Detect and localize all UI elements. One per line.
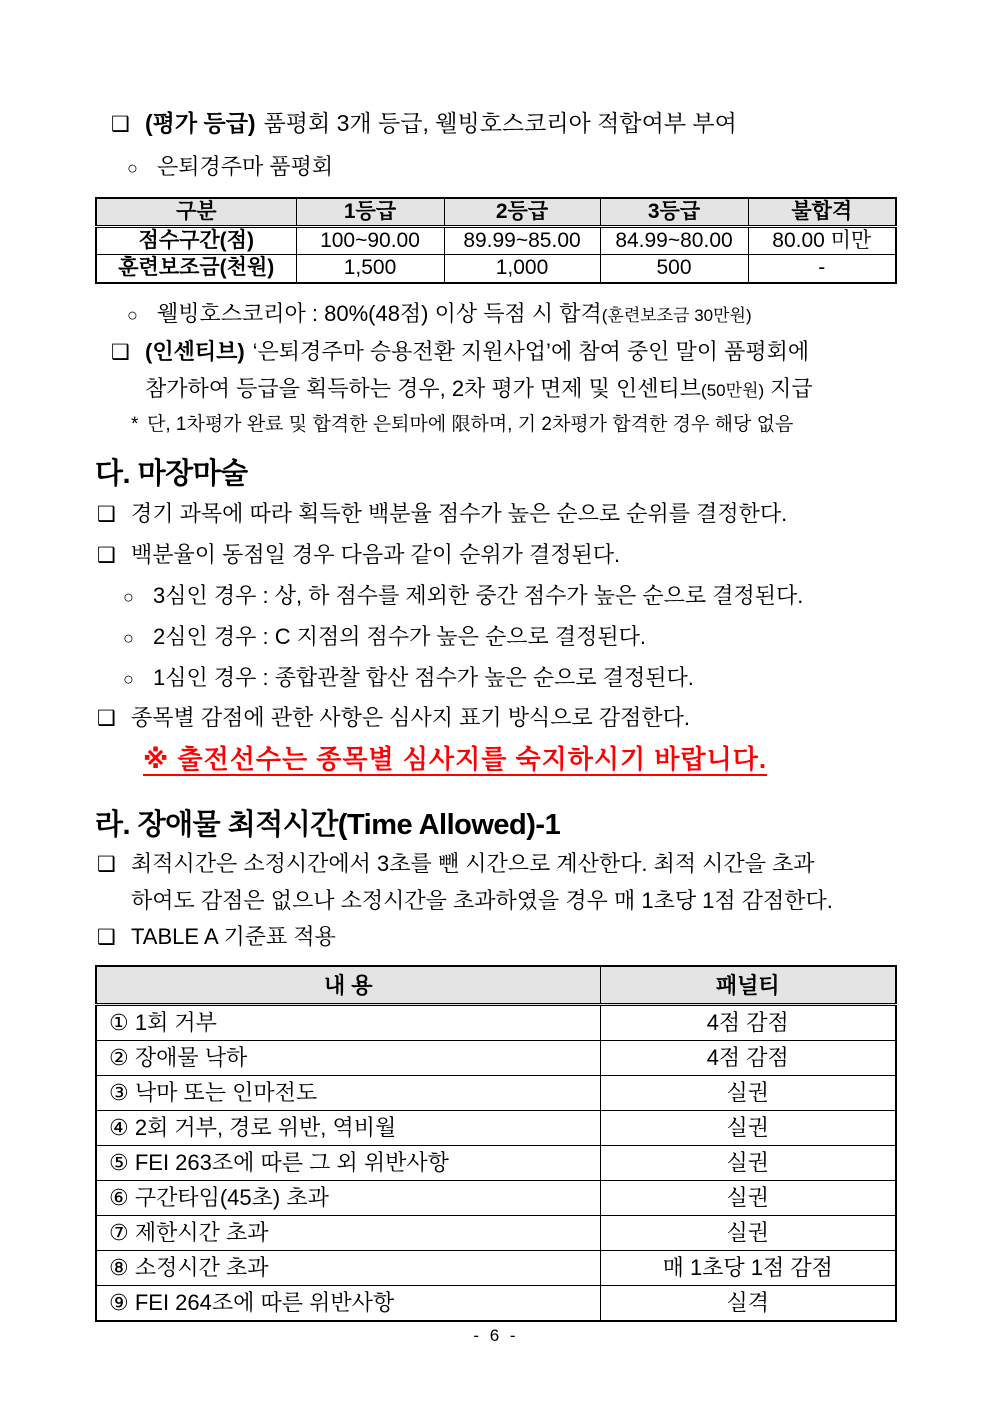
circle-bullet-icon: ○ <box>123 627 134 648</box>
grade-table-row-score <box>96 227 896 255</box>
dressage-bullet-2-text: 백분율이 동점일 경우 다음과 같이 순위가 결정된다. <box>131 541 621 567</box>
penalty-table-row <box>96 1005 896 1041</box>
penalty-table-row <box>96 1181 896 1216</box>
grade-table-cell: - <box>748 255 896 283</box>
dressage-bullet-1-text: 경기 과목에 따라 획득한 백분율 점수가 높은 순으로 순위를 결정한다. <box>131 500 788 526</box>
wellbeing-line <box>95 295 897 334</box>
grade-table-cell: 80.00 미만 <box>748 227 896 255</box>
dressage-bullet-3 <box>95 699 897 738</box>
dressage-case-1judge-text: 1심인 경우 : 종합관찰 합산 점수가 높은 순으로 결정된다. <box>153 664 694 690</box>
dressage-bullet-2 <box>95 535 897 576</box>
square-bullet-icon: ❑ <box>97 706 116 730</box>
penalty-table <box>95 965 897 1323</box>
grade-table-cell: 84.99~80.00 <box>600 227 748 255</box>
grade-table-row-label: 훈련보조금(천원) <box>96 255 296 283</box>
penalty-row-content: ① 1회 거부 <box>96 1005 600 1041</box>
circle-bullet-icon: ○ <box>127 304 138 325</box>
grade-table-row-label: 점수구간(점) <box>96 227 296 255</box>
grade-table <box>95 197 897 284</box>
square-bullet-icon: ❑ <box>97 925 116 949</box>
penalty-table-header-penalty: 패널티 <box>600 966 896 1005</box>
penalty-row-penalty: 실권 <box>600 1146 896 1181</box>
penalty-table-header-content: 내 용 <box>96 966 600 1005</box>
penalty-table-row <box>96 1251 896 1286</box>
grade-table-header-cell: 구분 <box>96 198 296 227</box>
dressage-case-2judges <box>95 617 897 658</box>
evaluation-subtitle-text: 은퇴경주마 품평회 <box>157 154 334 179</box>
grade-table-cell: 1,500 <box>296 255 444 283</box>
incentive-label: (인센티브) <box>145 338 245 364</box>
penalty-row-penalty: 실격 <box>600 1286 896 1322</box>
penalty-table-row <box>96 1041 896 1076</box>
grade-table-header-row <box>96 198 896 227</box>
obstacle-bullet-2 <box>95 919 897 956</box>
penalty-row-content: ⑧ 소정시간 초과 <box>96 1251 600 1286</box>
obstacle-bullet-1-text-1: 최적시간은 소정시간에서 3초를 뺀 시간으로 계산한다. 최적 시간을 초과 <box>131 850 815 876</box>
square-bullet-icon: ❑ <box>111 340 130 364</box>
incentive-line-2 <box>95 371 897 409</box>
evaluation-title-label: (평가 등급) <box>145 110 256 136</box>
obstacle-bullet-1-line-2 <box>95 883 897 919</box>
circle-bullet-icon: ○ <box>127 158 138 178</box>
penalty-row-penalty: 4점 감점 <box>600 1005 896 1041</box>
penalty-row-penalty: 실권 <box>600 1111 896 1146</box>
penalty-row-penalty: 실권 <box>600 1181 896 1216</box>
obstacle-bullet-1-text-2: 하여도 감점은 없으나 소정시간을 초과하였을 경우 매 1초당 1점 감점한다. <box>131 887 833 913</box>
penalty-row-content: ⑥ 구간타임(45초) 초과 <box>96 1181 600 1216</box>
penalty-table-header-row <box>96 966 896 1005</box>
incentive-paren-text: (50만원) <box>701 380 765 400</box>
incentive-line-1 <box>95 334 897 371</box>
incentive-footnote-text: 단, 1차평가 완료 및 합격한 은퇴마에 限하며, 기 2차평가 합격한 경우 해당 없음 <box>147 413 794 435</box>
dressage-notice-text: ※ 출전선수는 종목별 심사지를 숙지하시기 바랍니다. <box>143 743 768 774</box>
obstacle-bullet-1-line-1 <box>95 846 897 883</box>
penalty-row-content: ② 장애물 낙하 <box>96 1041 600 1076</box>
square-bullet-icon: ❑ <box>111 113 130 136</box>
section-heading-obstacle: 라. 장애물 최적시간(Time Allowed)-1 <box>95 808 561 841</box>
grade-table-cell: 89.99~85.00 <box>444 227 600 255</box>
incentive-text-1: ‘은퇴경주마 승용전환 지원사업’에 참여 중인 말이 품평회에 <box>252 338 810 364</box>
evaluation-title-text: 품평회 3개 등급, 웰빙호스코리아 적합여부 부여 <box>263 110 737 136</box>
penalty-row-penalty: 4점 감점 <box>600 1041 896 1076</box>
grade-table-header-cell: 3등급 <box>600 198 748 227</box>
wellbeing-paren-text: (훈련보조금 30만원) <box>601 305 752 325</box>
grade-table-header-cell: 1등급 <box>296 198 444 227</box>
section-heading-dressage: 다. 마장마술 <box>95 457 248 490</box>
dressage-notice-line <box>95 738 897 780</box>
penalty-row-penalty: 매 1초당 1점 감점 <box>600 1251 896 1286</box>
asterisk-marker: * <box>131 413 139 435</box>
penalty-table-row <box>96 1146 896 1181</box>
penalty-row-penalty: 실권 <box>600 1216 896 1251</box>
page-number: - 6 - <box>473 1326 519 1345</box>
grade-table-header-cell: 불합격 <box>748 198 896 227</box>
square-bullet-icon: ❑ <box>97 502 116 526</box>
square-bullet-icon: ❑ <box>97 543 116 567</box>
dressage-case-1judge <box>95 658 897 699</box>
circle-bullet-icon: ○ <box>123 668 134 689</box>
circle-bullet-icon: ○ <box>123 586 134 607</box>
penalty-table-row <box>96 1076 896 1111</box>
penalty-table-row <box>96 1286 896 1322</box>
grade-table-cell: 100~90.00 <box>296 227 444 255</box>
dressage-bullet-1 <box>95 494 897 535</box>
penalty-row-penalty: 실권 <box>600 1076 896 1111</box>
evaluation-subtitle-line <box>95 150 897 185</box>
wellbeing-text: 웰빙호스코리아 : 80%(48점) 이상 득점 시 합격 <box>157 300 602 326</box>
dressage-case-3judges-text: 3심인 경우 : 상, 하 점수를 제외한 중간 점수가 높은 순으로 결정된다. <box>153 582 804 608</box>
grade-table-cell: 1,000 <box>444 255 600 283</box>
dressage-case-2judges-text: 2심인 경우 : C 지점의 점수가 높은 순으로 결정된다. <box>153 623 647 649</box>
evaluation-title-line <box>95 106 897 142</box>
penalty-row-content: ⑤ FEI 263조에 따른 그 외 위반사항 <box>96 1146 600 1181</box>
incentive-text-2-tail: 지급 <box>770 375 813 401</box>
grade-table-row-subsidy <box>96 255 896 283</box>
dressage-case-3judges <box>95 576 897 617</box>
dressage-bullet-3-text: 종목별 감점에 관한 사항은 심사지 표기 방식으로 감점한다. <box>131 704 690 730</box>
penalty-row-content: ⑨ FEI 264조에 따른 위반사항 <box>96 1286 600 1322</box>
grade-table-cell: 500 <box>600 255 748 283</box>
penalty-row-content: ③ 낙마 또는 인마전도 <box>96 1076 600 1111</box>
incentive-footnote <box>95 409 897 440</box>
penalty-table-row <box>96 1216 896 1251</box>
penalty-row-content: ⑦ 제한시간 초과 <box>96 1216 600 1251</box>
penalty-table-row <box>96 1111 896 1146</box>
obstacle-bullet-2-text: TABLE A 기준표 적용 <box>131 923 336 949</box>
grade-table-header-cell: 2등급 <box>444 198 600 227</box>
penalty-row-content: ④ 2회 거부, 경로 위반, 역비월 <box>96 1111 600 1146</box>
square-bullet-icon: ❑ <box>97 852 116 876</box>
incentive-text-2: 참가하여 등급을 획득하는 경우, 2차 평가 면제 및 인센티브 <box>145 375 702 401</box>
